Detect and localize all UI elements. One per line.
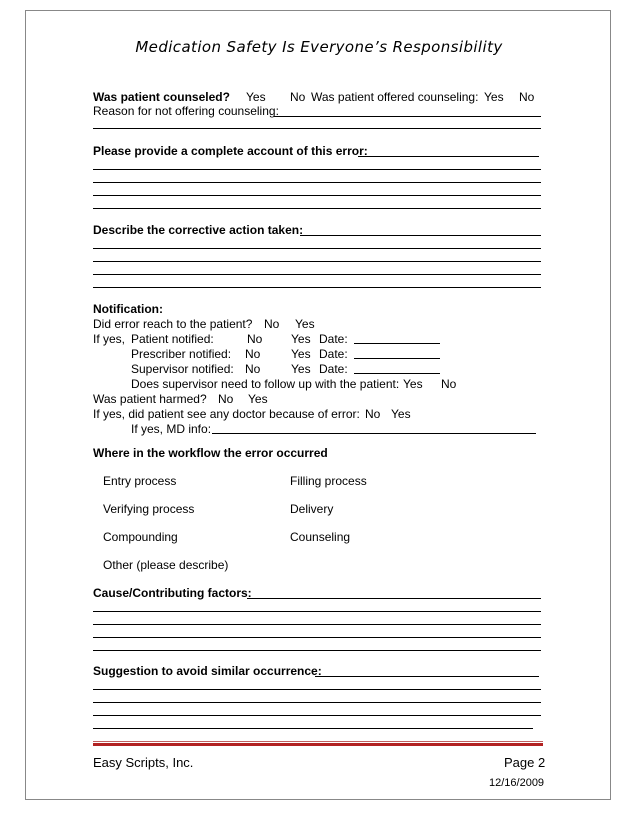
md-info-field[interactable]	[212, 433, 536, 434]
account-line[interactable]	[93, 195, 541, 196]
md-info-label: If yes, MD info:	[131, 422, 212, 436]
account-line[interactable]	[93, 208, 541, 209]
account-label: Please provide a complete account of this error:	[93, 144, 368, 158]
corrective-line[interactable]	[93, 248, 541, 249]
reason-field-line[interactable]	[93, 128, 541, 129]
patient-notified-label: Patient notified:	[131, 332, 214, 346]
workflow-entry[interactable]: Entry process	[103, 474, 177, 488]
supervisor-notified-no[interactable]: No	[245, 362, 261, 376]
corrective-line[interactable]	[93, 261, 541, 262]
footer-divider-thin	[93, 741, 543, 742]
corrective-line[interactable]	[93, 274, 541, 275]
prescriber-notified-no[interactable]: No	[245, 347, 261, 361]
follow-up-no[interactable]: No	[441, 377, 457, 391]
workflow-verifying[interactable]: Verifying process	[103, 502, 195, 516]
doctor-label: If yes, did patient see any doctor because of error:	[93, 407, 360, 421]
prescriber-notified-date-label: Date:	[319, 347, 348, 361]
reason-field[interactable]	[274, 116, 541, 117]
offered-counseling-question: Was patient offered counseling:	[311, 90, 479, 104]
prescriber-notified-date-field[interactable]	[354, 358, 440, 359]
cause-field[interactable]	[247, 598, 541, 599]
offered-yes-option[interactable]: Yes	[484, 90, 504, 104]
supervisor-notified-label: Supervisor notified:	[131, 362, 234, 376]
counseled-yes-option[interactable]: Yes	[246, 90, 266, 104]
supervisor-notified-date-field[interactable]	[354, 373, 440, 374]
suggestion-line[interactable]	[93, 689, 541, 690]
cause-label: Cause/Contributing factors:	[93, 586, 252, 600]
corrective-field[interactable]	[300, 235, 541, 236]
cause-line[interactable]	[93, 624, 541, 625]
footer-date: 12/16/2009	[489, 777, 545, 789]
harmed-label: Was patient harmed?	[93, 392, 207, 406]
suggestion-field[interactable]	[315, 676, 539, 677]
workflow-counseling[interactable]: Counseling	[290, 530, 351, 544]
cause-line[interactable]	[93, 650, 541, 651]
workflow-delivery[interactable]: Delivery	[290, 502, 334, 516]
patient-notified-no[interactable]: No	[247, 332, 263, 346]
offered-no-option[interactable]: No	[519, 90, 535, 104]
account-line[interactable]	[93, 169, 541, 170]
page-title: Medication Safety Is Everyone’s Responsibility	[135, 38, 503, 56]
patient-notified-date-field[interactable]	[354, 343, 440, 344]
suggestion-label: Suggestion to avoid similar occurrence:	[93, 664, 322, 678]
account-field[interactable]	[358, 156, 539, 157]
if-yes-label: If yes,	[93, 332, 126, 346]
doctor-no[interactable]: No	[365, 407, 381, 421]
footer-divider-thick	[93, 743, 543, 746]
patient-notified-yes[interactable]: Yes	[291, 332, 311, 346]
suggestion-line[interactable]	[93, 715, 541, 716]
reach-label: Did error reach to the patient?	[93, 317, 253, 331]
reach-no-option[interactable]: No	[264, 317, 280, 331]
follow-up-label: Does supervisor need to follow up with the patient:	[131, 377, 400, 391]
prescriber-notified-label: Prescriber notified:	[131, 347, 232, 361]
workflow-compounding[interactable]: Compounding	[103, 530, 178, 544]
cause-line[interactable]	[93, 611, 541, 612]
corrective-label: Describe the corrective action taken:	[93, 223, 304, 237]
reason-label: Reason for not offering counseling:	[93, 104, 279, 118]
counseled-question: Was patient counseled?	[93, 90, 230, 104]
counseled-no-option[interactable]: No	[290, 90, 306, 104]
patient-notified-date-label: Date:	[319, 332, 348, 346]
supervisor-notified-yes[interactable]: Yes	[291, 362, 311, 376]
doctor-yes[interactable]: Yes	[391, 407, 411, 421]
supervisor-notified-date-label: Date:	[319, 362, 348, 376]
prescriber-notified-yes[interactable]: Yes	[291, 347, 311, 361]
workflow-other[interactable]: Other (please describe)	[103, 558, 229, 572]
follow-up-yes[interactable]: Yes	[403, 377, 423, 391]
harmed-yes[interactable]: Yes	[248, 392, 268, 406]
footer-page-number: Page 2	[504, 755, 546, 770]
workflow-filling[interactable]: Filling process	[290, 474, 367, 488]
notification-heading: Notification:	[93, 302, 163, 316]
footer-company: Easy Scripts, Inc.	[93, 755, 194, 770]
cause-line[interactable]	[93, 637, 541, 638]
workflow-heading: Where in the workflow the error occurred	[93, 446, 328, 460]
reach-yes-option[interactable]: Yes	[295, 317, 315, 331]
corrective-line[interactable]	[93, 287, 541, 288]
suggestion-line[interactable]	[93, 702, 541, 703]
suggestion-line[interactable]	[93, 728, 533, 729]
harmed-no[interactable]: No	[218, 392, 234, 406]
account-line[interactable]	[93, 182, 541, 183]
